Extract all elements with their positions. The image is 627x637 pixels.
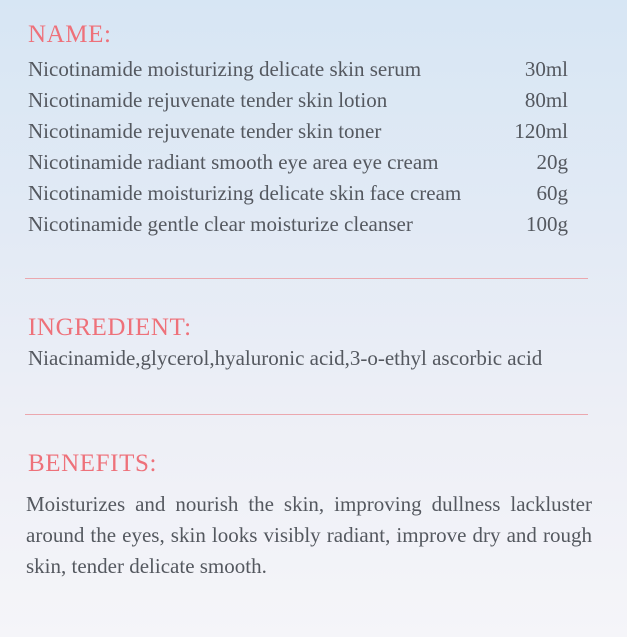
product-name: Nicotinamide radiant smooth eye area eye cream	[28, 150, 439, 174]
product-size: 30ml	[524, 57, 568, 81]
benefits-section-heading: BENEFITS:	[28, 450, 158, 477]
product-size: 120ml	[514, 119, 568, 143]
section-divider	[25, 414, 588, 415]
ingredient-list-text: Niacinamide,glycerol,hyaluronic acid,3-o-ethyl ascorbic acid	[28, 346, 543, 370]
benefits-paragraph: Moisturizes and nourish the skin, improving dullness lackluster around the eyes, skin looks visibly radiant, improve dry and rough skin, tender delicate smooth.	[26, 492, 592, 578]
product-row	[28, 88, 568, 119]
product-name: Nicotinamide moisturizing delicate skin serum	[28, 57, 422, 81]
product-size: 60g	[536, 181, 568, 205]
product-name: Nicotinamide moisturizing delicate skin face cream	[28, 181, 462, 205]
name-section-heading: NAME:	[28, 21, 112, 48]
product-name: Nicotinamide rejuvenate tender skin lotion	[28, 88, 388, 112]
product-size: 80ml	[524, 88, 568, 112]
product-row	[28, 57, 568, 88]
product-name: Nicotinamide rejuvenate tender skin toner	[28, 119, 382, 143]
product-row	[28, 150, 568, 181]
product-size: 100g	[526, 212, 568, 236]
product-list	[28, 57, 568, 243]
ingredient-section-heading: INGREDIENT:	[28, 314, 192, 341]
product-name: Nicotinamide gentle clear moisturize cleanser	[28, 212, 413, 236]
product-size: 20g	[536, 150, 568, 174]
product-row	[28, 181, 568, 212]
product-row	[28, 212, 568, 243]
product-row	[28, 119, 568, 150]
section-divider	[25, 278, 588, 279]
